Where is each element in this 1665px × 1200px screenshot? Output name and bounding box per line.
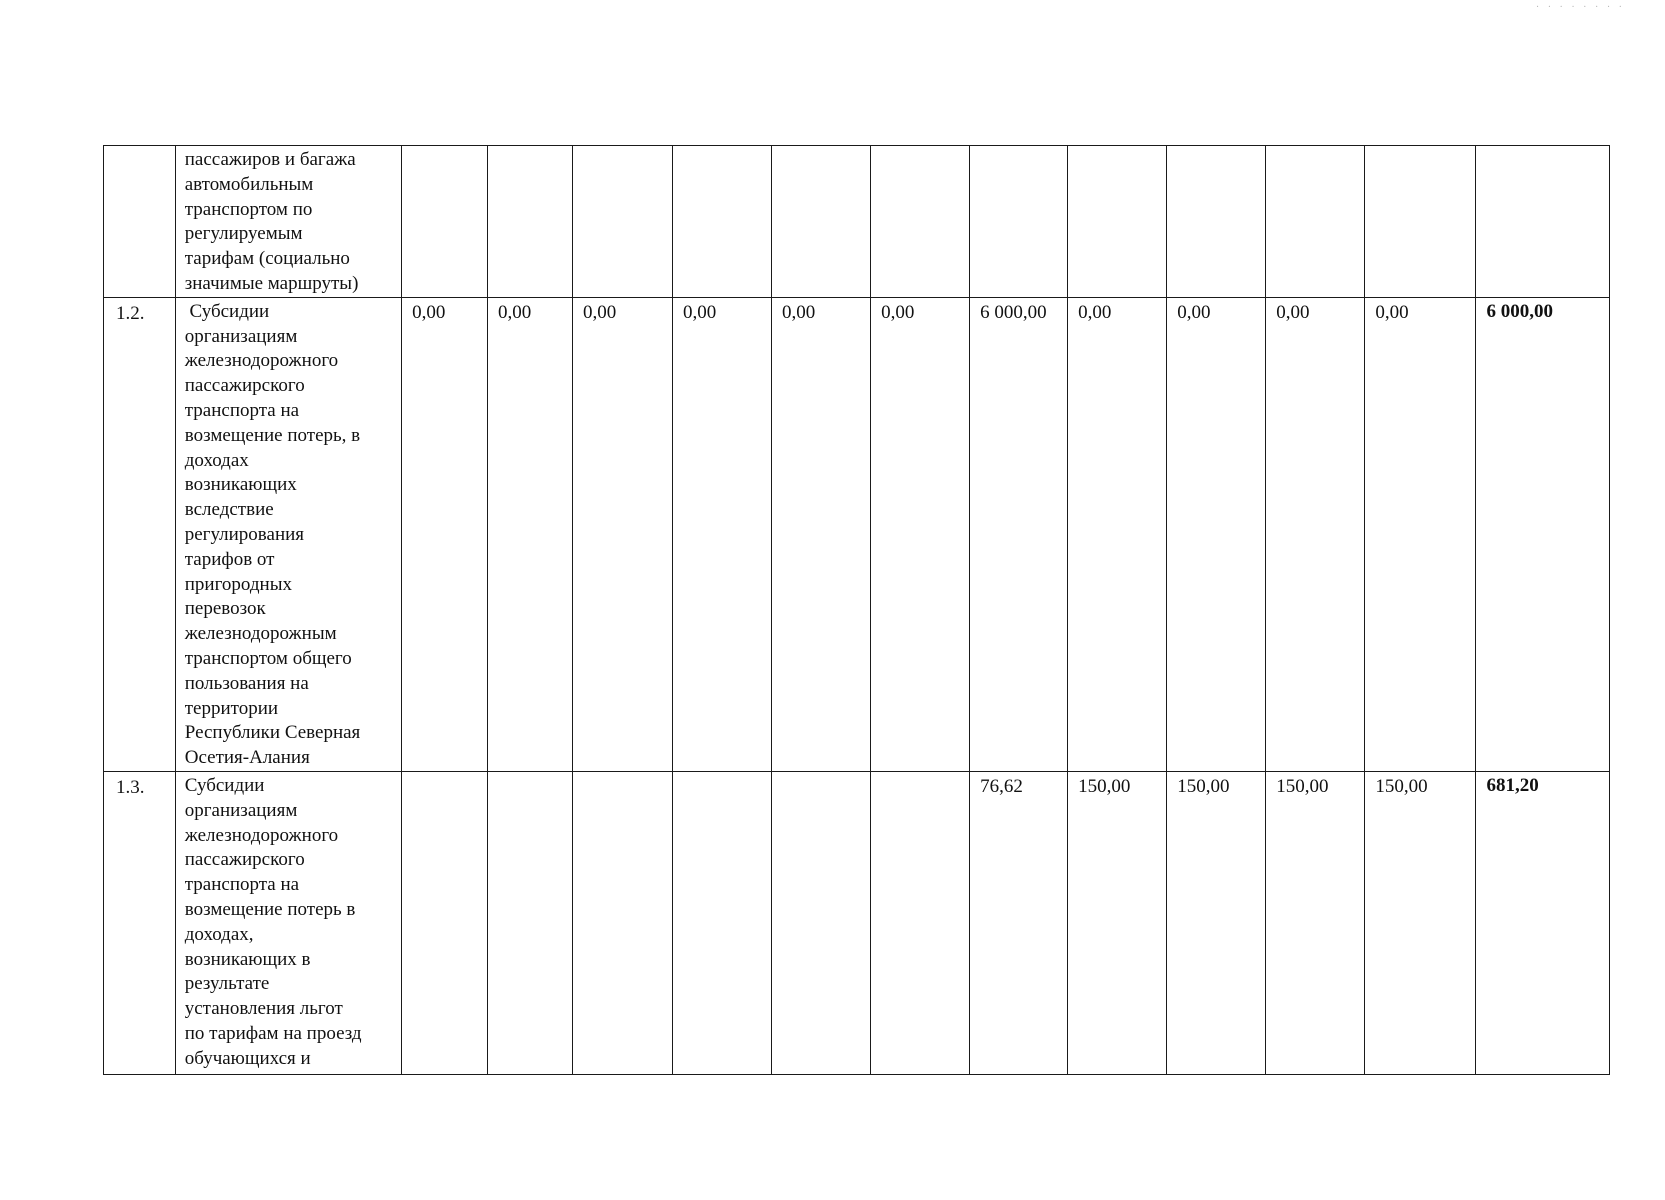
value-cell xyxy=(488,771,573,1074)
row-description-cell xyxy=(175,771,401,1074)
total-cell: 681,20 xyxy=(1476,771,1610,1074)
description-line: транспортом общего xyxy=(184,647,352,669)
value-cell: 150,00 xyxy=(1365,771,1476,1074)
value-cell: 150,00 xyxy=(1068,771,1167,1074)
description-line: возникающих xyxy=(184,474,297,496)
value-cell: 0,00 xyxy=(1365,297,1476,771)
value-cell xyxy=(772,771,871,1074)
description-line: по тарифам на проезд xyxy=(184,1022,362,1044)
value-cell: 0,00 xyxy=(871,297,970,771)
description-line: Субсидии xyxy=(184,774,265,796)
value-cell: 0,00 xyxy=(673,297,772,771)
description-line: железнодорожным xyxy=(184,623,337,645)
value-cell xyxy=(772,146,871,298)
value-cell xyxy=(572,771,672,1074)
description-line: организациям xyxy=(184,325,298,347)
description-line: пользования на xyxy=(184,672,309,694)
description-line: вследствие xyxy=(184,499,274,521)
description-line: регулирования xyxy=(184,523,305,545)
description-line: пригородных xyxy=(184,573,292,595)
description-line: транспорта на xyxy=(184,399,300,421)
value-cell xyxy=(402,771,488,1074)
description-line: тарифам (социально xyxy=(184,248,350,270)
row-number-cell: 1.3. xyxy=(104,771,176,1074)
description-line: доходах, xyxy=(184,923,254,945)
description-line: пассажирского xyxy=(184,375,305,397)
value-cell: 0,00 xyxy=(772,297,871,771)
description-line: железнодорожного xyxy=(184,350,339,372)
table-row-continuation xyxy=(104,146,1610,298)
description-line: Субсидии xyxy=(184,300,270,322)
value-cell xyxy=(1266,146,1365,298)
description-line: Республики Северная xyxy=(184,722,361,744)
description-line: значимые маршруты) xyxy=(184,272,359,294)
description-line: транспортом по xyxy=(184,198,313,220)
description-line: организациям xyxy=(184,799,298,821)
description-line: пассажирского xyxy=(184,849,305,871)
description-line: территории xyxy=(184,697,279,719)
value-cell: 150,00 xyxy=(1266,771,1365,1074)
value-cell: 0,00 xyxy=(572,297,672,771)
budget-table xyxy=(103,145,1610,1075)
value-cell xyxy=(1167,146,1266,298)
table-row-1-3 xyxy=(104,771,1610,1074)
value-cell: 0,00 xyxy=(1167,297,1266,771)
description-line: Осетия-Алания xyxy=(184,747,310,769)
description-line: автомобильным xyxy=(184,173,314,195)
value-cell xyxy=(871,771,970,1074)
total-cell: 6 000,00 xyxy=(1476,297,1610,771)
value-cell: 0,00 xyxy=(1068,297,1167,771)
description-line: транспорта на xyxy=(184,874,300,896)
value-cell: 6 000,00 xyxy=(970,297,1068,771)
row-description-cell xyxy=(175,297,401,771)
description-line: обучающихся и xyxy=(184,1047,311,1069)
value-cell xyxy=(673,146,772,298)
description-line: пассажиров и багажа xyxy=(184,149,356,170)
table-row-1-2 xyxy=(104,297,1610,771)
scan-artifact: · · · · · · · · xyxy=(1535,2,1625,13)
description-line: тарифов от xyxy=(184,548,275,570)
value-cell: 0,00 xyxy=(488,297,573,771)
description-line: железнодорожного xyxy=(184,824,339,846)
description-line: возмещение потерь, в xyxy=(184,424,361,446)
value-cell: 150,00 xyxy=(1167,771,1266,1074)
description-line: доходах xyxy=(184,449,249,471)
value-cell xyxy=(673,771,772,1074)
value-cell: 0,00 xyxy=(1266,297,1365,771)
total-cell xyxy=(1476,146,1610,298)
row-description-cell xyxy=(175,146,401,298)
value-cell xyxy=(1365,146,1476,298)
description-line: возникающих в xyxy=(184,948,311,970)
value-cell xyxy=(970,146,1068,298)
value-cell: 76,62 xyxy=(970,771,1068,1074)
description-line: перевозок xyxy=(184,598,266,620)
description-line: установления льгот xyxy=(184,998,343,1020)
value-cell xyxy=(488,146,573,298)
value-cell: 0,00 xyxy=(402,297,488,771)
value-cell xyxy=(1068,146,1167,298)
description-line: результате xyxy=(184,973,270,995)
description-line: возмещение потерь в xyxy=(184,898,356,920)
value-cell xyxy=(572,146,672,298)
description-line: регулируемым xyxy=(184,223,303,245)
value-cell xyxy=(871,146,970,298)
value-cell xyxy=(402,146,488,298)
row-number-cell xyxy=(104,146,176,298)
row-number-cell: 1.2. xyxy=(104,297,176,771)
